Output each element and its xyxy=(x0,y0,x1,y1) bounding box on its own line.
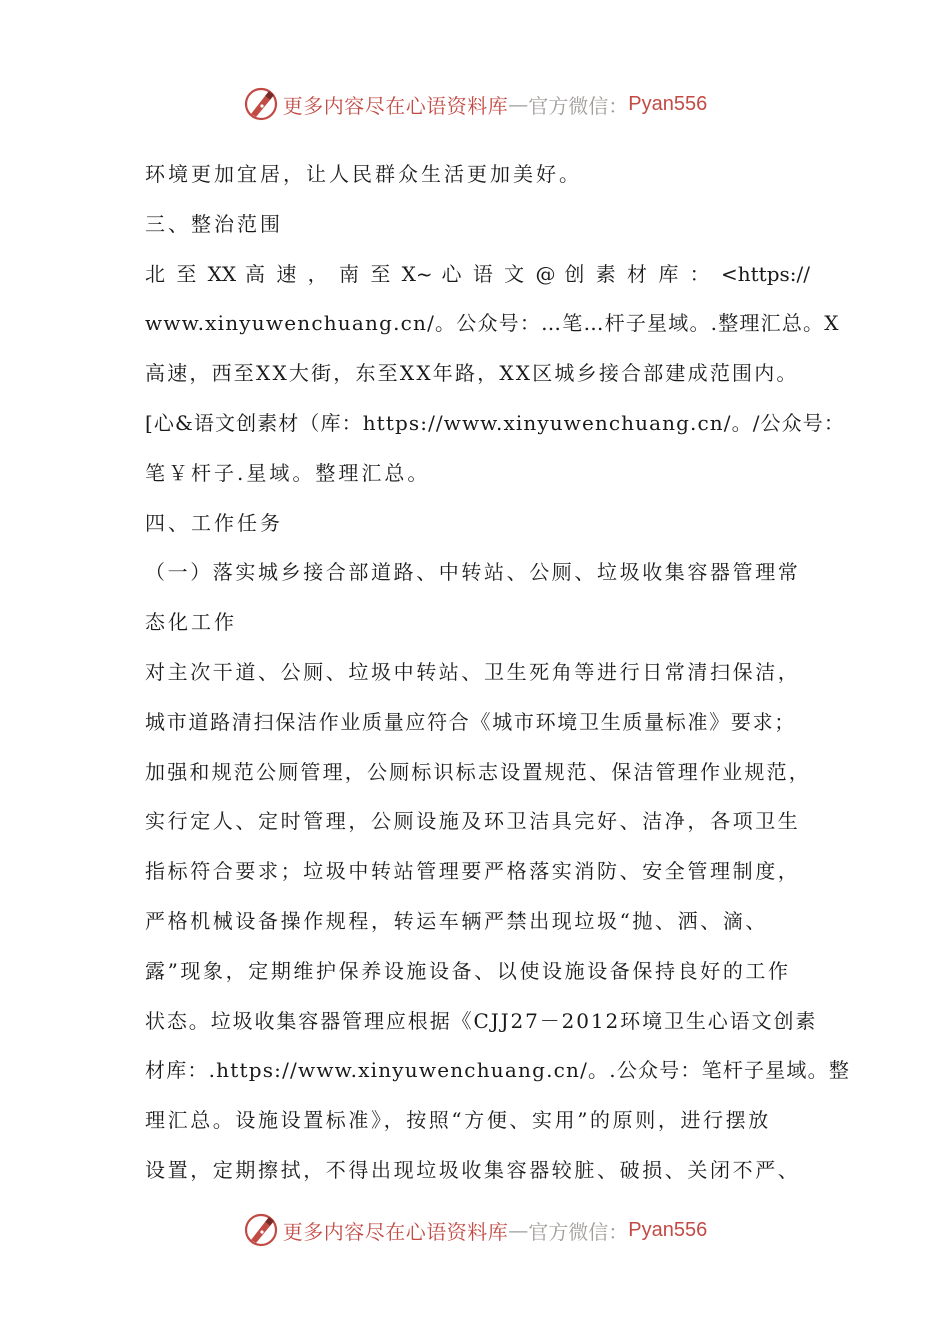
watermark-dash: — xyxy=(508,92,529,116)
body-line: [心&语文创素材（库：https://www.xinyuwenchuang.cn/。/公众号： xyxy=(145,410,845,435)
body-line: 指标符合要求；垃圾中转站管理要严格落实消防、安全管理制度， xyxy=(145,859,801,884)
pen-nib-logo-icon xyxy=(243,86,279,122)
body-line: 环境更加宜居，让人民群众生活更加美好。 xyxy=(145,162,582,186)
body-line: 加强和规范公厕管理，公厕标识标志设置规范、保洁管理作业规范， xyxy=(145,759,811,784)
watermark-wechat-id: Pyan556 xyxy=(628,1218,708,1241)
body-line: 严格机械设备操作规程，转运车辆严禁出现垃圾“抛、洒、滴、 xyxy=(145,908,769,933)
body-line: 笔￥杆子.星域。整理汇总。 xyxy=(145,460,431,485)
body-line: www.xinyuwenchuang.cn/。公众号：…笔…杆子星域。.整理汇总。X xyxy=(145,311,840,336)
section-heading: 四、工作任务 xyxy=(145,510,283,535)
watermark-dash: — xyxy=(508,1218,529,1242)
body-line: 对主次干道、公厕、垃圾中转站、卫生死角等进行日常清扫保洁， xyxy=(145,659,801,684)
body-line: 理汇总。设施设置标准》，按照“方便、实用”的原则，进行摆放 xyxy=(145,1108,771,1133)
body-line: 设置，定期擦拭，不得出现垃圾收集容器较脏、破损、关闭不严、 xyxy=(145,1157,801,1182)
section-heading: 三、整治范围 xyxy=(145,211,283,236)
body-line: 城市道路清扫保洁作业质量应符合《城市环境卫生质量标准》要求； xyxy=(145,709,796,734)
watermark-main-text: 更多内容尽在心语资料库 xyxy=(282,1219,509,1244)
body-line: 状态。垃圾收集容器管理应根据《CJJ27－2012环境卫生心语文创素 xyxy=(145,1008,818,1033)
body-line: 北 至 XX 高 速 ， 南 至 X~ 心 语 文 @ 创 素 材 库 ： <https:// xyxy=(145,261,810,286)
subsection-heading: （一）落实城乡接合部道路、中转站、公厕、垃圾收集容器管理常 xyxy=(145,560,801,585)
watermark-wechat-id: Pyan556 xyxy=(628,92,708,115)
watermark-main-text: 更多内容尽在心语资料库 xyxy=(282,93,509,118)
body-line: 露”现象，定期维护保养设施设备、以使设施设备保持良好的工作 xyxy=(145,958,791,983)
header-watermark xyxy=(0,84,950,124)
watermark-official-label: 官方微信： xyxy=(528,93,629,118)
subsection-heading: 态化工作 xyxy=(145,610,237,635)
document-body xyxy=(145,150,851,1196)
body-line: 高速，西至XX大街，东至XX年路，XX区城乡接合部建成范围内。 xyxy=(145,361,799,386)
footer-watermark xyxy=(0,1210,950,1250)
body-line: 材库：.https://www.xinyuwenchuang.cn/。.公众号：笔杆子星域。整 xyxy=(145,1058,851,1083)
pen-nib-logo-icon xyxy=(243,1212,279,1248)
watermark-official-label: 官方微信： xyxy=(528,1219,629,1244)
body-line: 实行定人、定时管理，公厕设施及环卫洁具完好、洁净，各项卫生 xyxy=(145,809,801,834)
